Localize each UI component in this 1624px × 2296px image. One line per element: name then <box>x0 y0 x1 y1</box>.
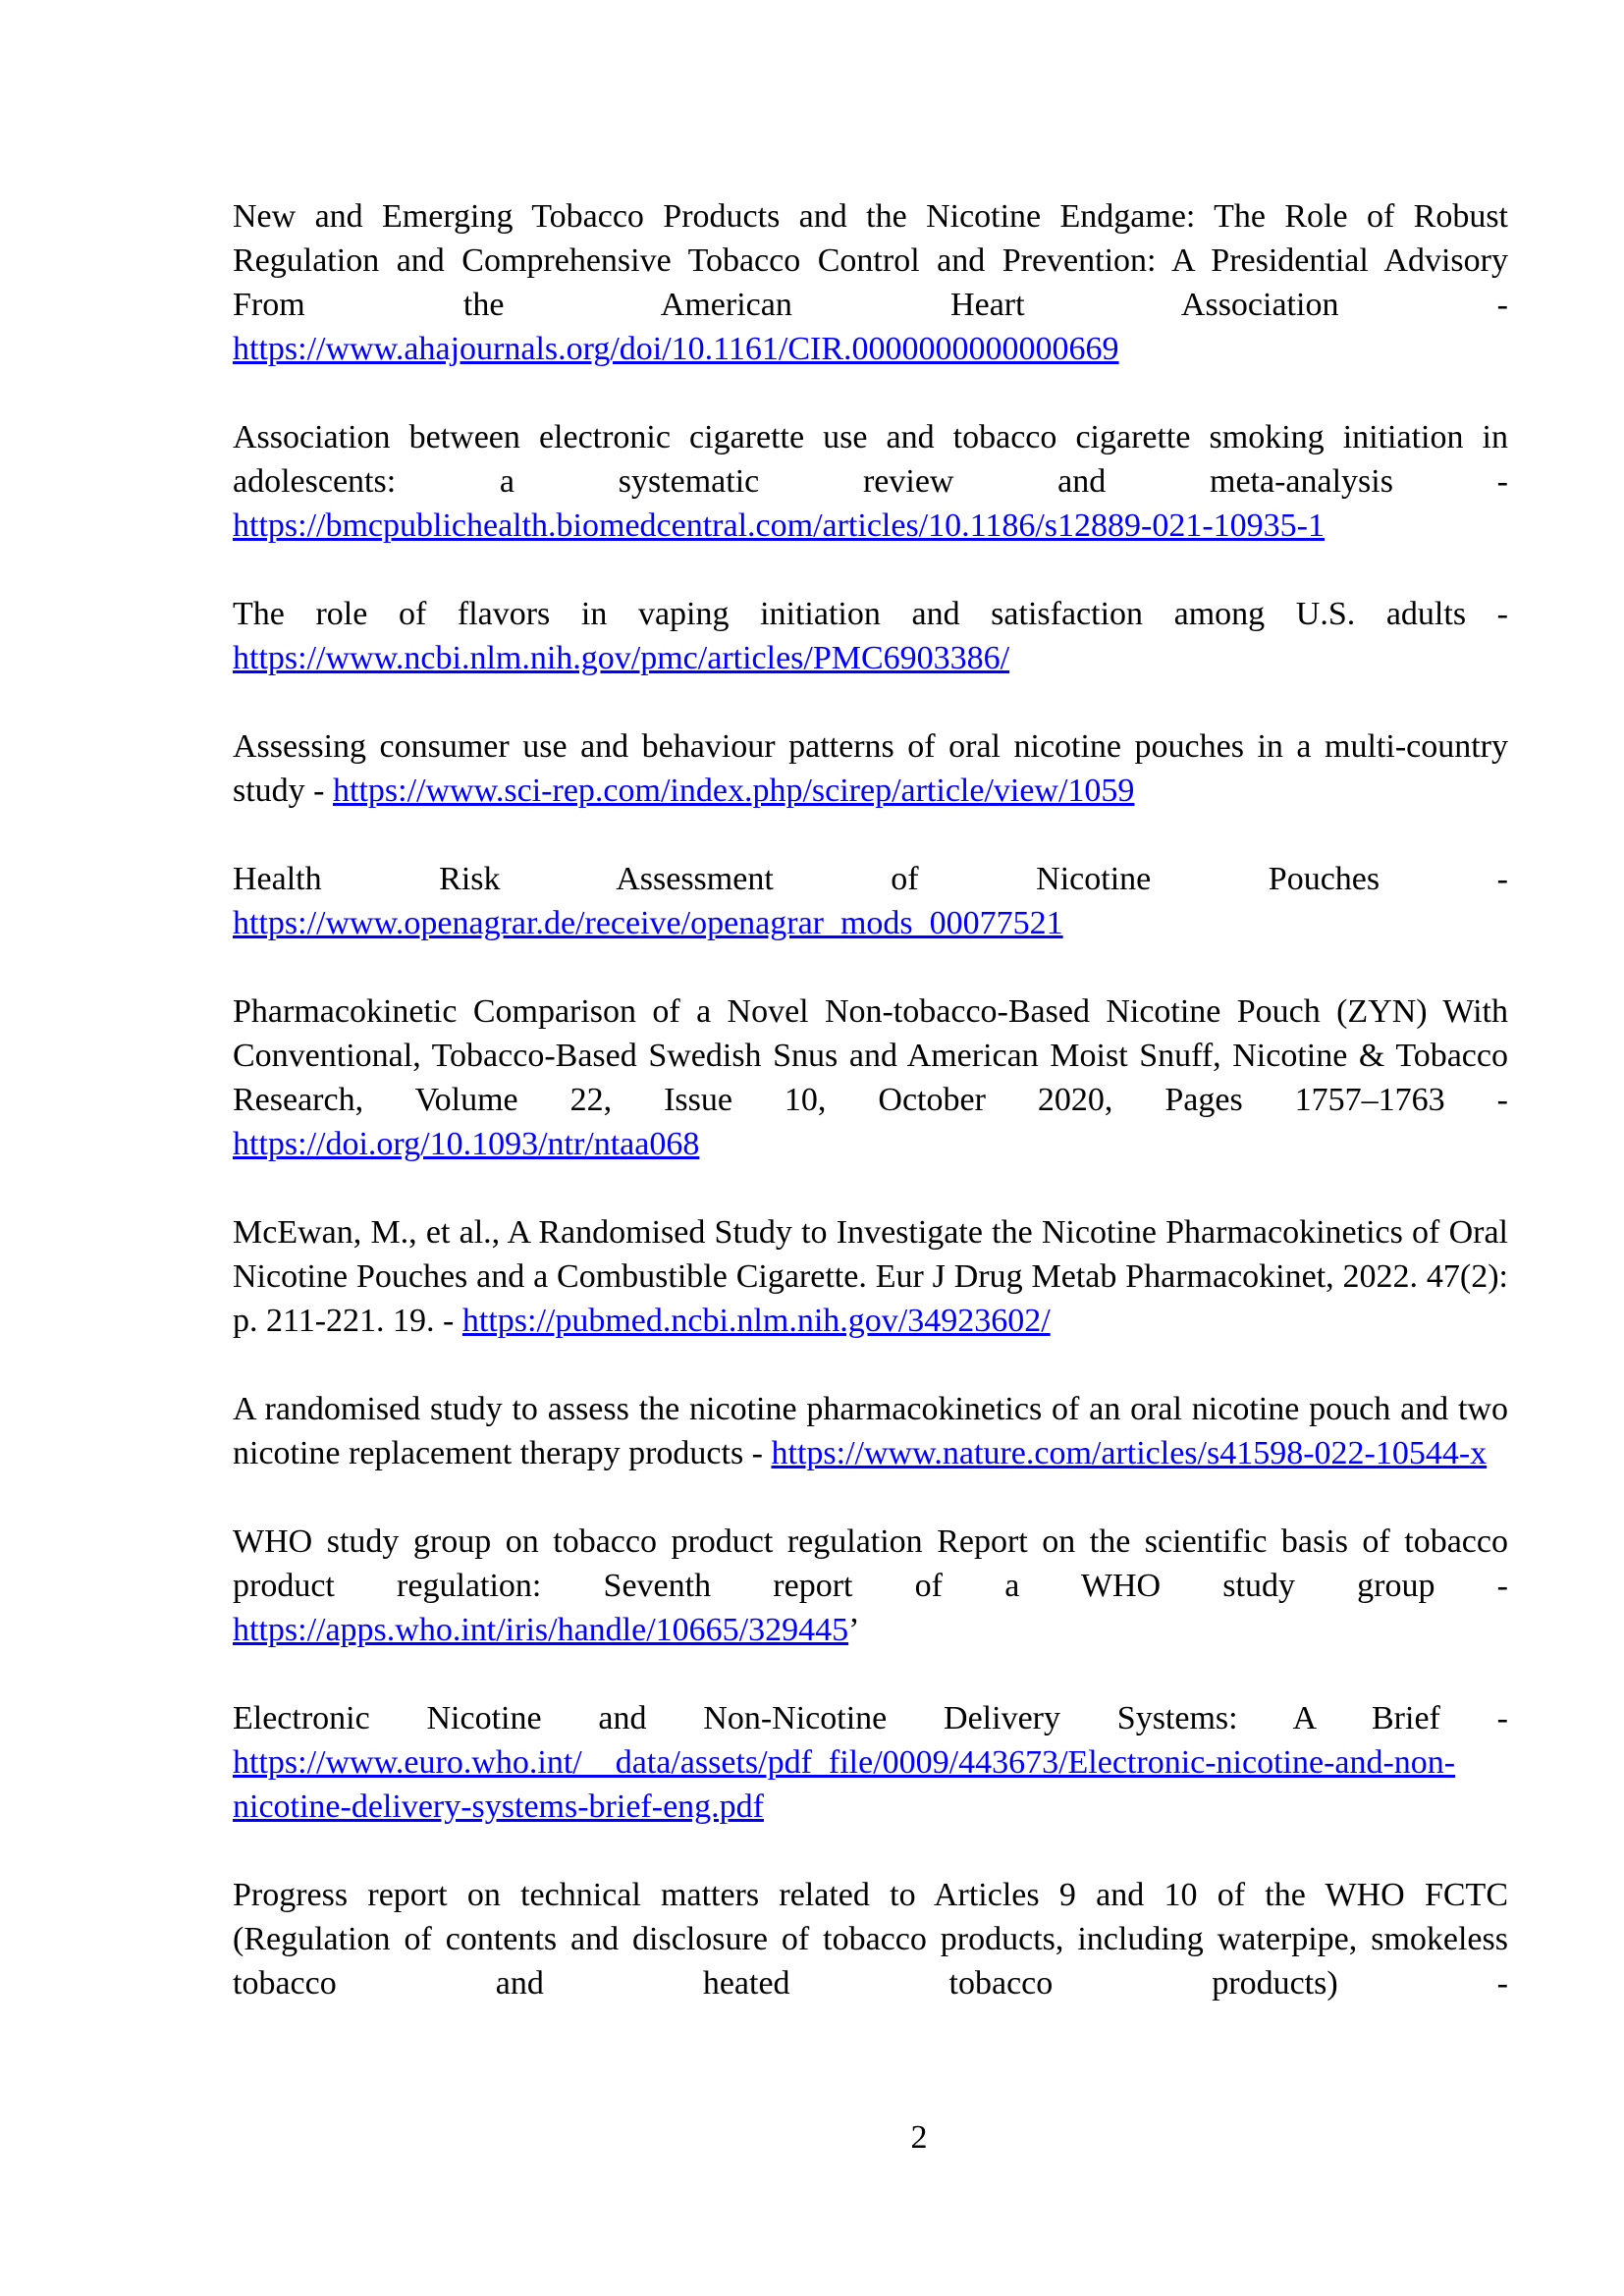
reference-paragraph <box>233 1387 1508 1475</box>
reference-text: Association between electronic cigarette use and tobacco cigarette smoking initiation in adolescents: a systematic review and meta-analysis - <box>233 419 1508 500</box>
reference-text: A randomised study to assess the nicotine pharmacokinetics of an oral nicotine pouch and two nicotine replacement therapy products - <box>233 1391 1508 1471</box>
reference-text: Health Risk Assessment of Nicotine Pouches - <box>233 861 1508 897</box>
reference-link[interactable]: https://apps.who.int/iris/handle/10665/329445 <box>233 1612 849 1648</box>
reference-text: Electronic Nicotine and Non-Nicotine Delivery Systems: A Brief - <box>233 1700 1508 1736</box>
reference-link[interactable]: https://www.euro.who.int/__data/assets/pdf_file/0009/443673/Electronic-nicotine-and-non-nicotine-delivery-systems-brief-eng.pdf <box>233 1744 1456 1825</box>
reference-text: Pharmacokinetic Comparison of a Novel Non-tobacco-Based Nicotine Pouch (ZYN) With Conventional, Tobacco-Based Swedish Snus and American Moist Snuff, Nicotine & Tobacco Research, Volume 22, Issue 10, October 2020, Pages 1757–1763 - <box>233 993 1508 1118</box>
reference-paragraph <box>233 592 1508 680</box>
reference-link[interactable]: https://www.ncbi.nlm.nih.gov/pmc/articles/PMC6903386/ <box>233 640 1010 676</box>
reference-paragraph <box>233 1696 1508 1829</box>
reference-paragraph <box>233 989 1508 1166</box>
reference-text: New and Emerging Tobacco Products and the Nicotine Endgame: The Role of Robust Regulation and Comprehensive Tobacco Control and Prevention: A Presidential Advisory From the American Heart Association - <box>233 198 1508 323</box>
reference-paragraph <box>233 1520 1508 1652</box>
reference-paragraph <box>233 1210 1508 1343</box>
reference-text-after: ’ <box>848 1612 860 1648</box>
reference-link[interactable]: https://www.openagrar.de/receive/openagrar_mods_00077521 <box>233 905 1063 941</box>
reference-paragraph <box>233 857 1508 945</box>
reference-paragraph <box>233 724 1508 813</box>
reference-text: Progress report on technical matters related to Articles 9 and 10 of the WHO FCTC (Regulation of contents and disclosure of tobacco products, including waterpipe, smokeless tobacco and heated tobacco products) - <box>233 1877 1508 2002</box>
reference-text: McEwan, M., et al., A Randomised Study to Investigate the Nicotine Pharmacokinetics of Oral Nicotine Pouches and a Combustible Cigarette. Eur J Drug Metab Pharmacokinet, 2022. 47(2): p. 211-221. 19. - <box>233 1214 1508 1339</box>
reference-text: Assessing consumer use and behaviour patterns of oral nicotine pouches in a multi-country study - <box>233 728 1508 809</box>
reference-text: WHO study group on tobacco product regulation Report on the scientific basis of tobacco product regulation: Seventh report of a WHO study group - <box>233 1523 1508 1604</box>
page-number: 2 <box>910 2119 928 2156</box>
reference-paragraph <box>233 415 1508 548</box>
document-page-content <box>233 194 1508 2050</box>
reference-link[interactable]: https://www.sci-rep.com/index.php/scirep/article/view/1059 <box>333 773 1135 809</box>
reference-link[interactable]: https://www.ahajournals.org/doi/10.1161/CIR.0000000000000669 <box>233 331 1119 367</box>
reference-link[interactable]: https://bmcpublichealth.biomedcentral.com/articles/10.1186/s12889-021-10935-1 <box>233 507 1326 544</box>
reference-text: The role of flavors in vaping initiation and satisfaction among U.S. adults - <box>233 596 1508 632</box>
reference-link[interactable]: https://www.nature.com/articles/s41598-022-10544-x <box>771 1435 1488 1471</box>
reference-link[interactable]: https://pubmed.ncbi.nlm.nih.gov/34923602/ <box>461 1303 1051 1339</box>
reference-paragraph <box>233 1873 1508 2005</box>
reference-link[interactable]: https://doi.org/10.1093/ntr/ntaa068 <box>233 1126 700 1162</box>
reference-paragraph <box>233 194 1508 371</box>
